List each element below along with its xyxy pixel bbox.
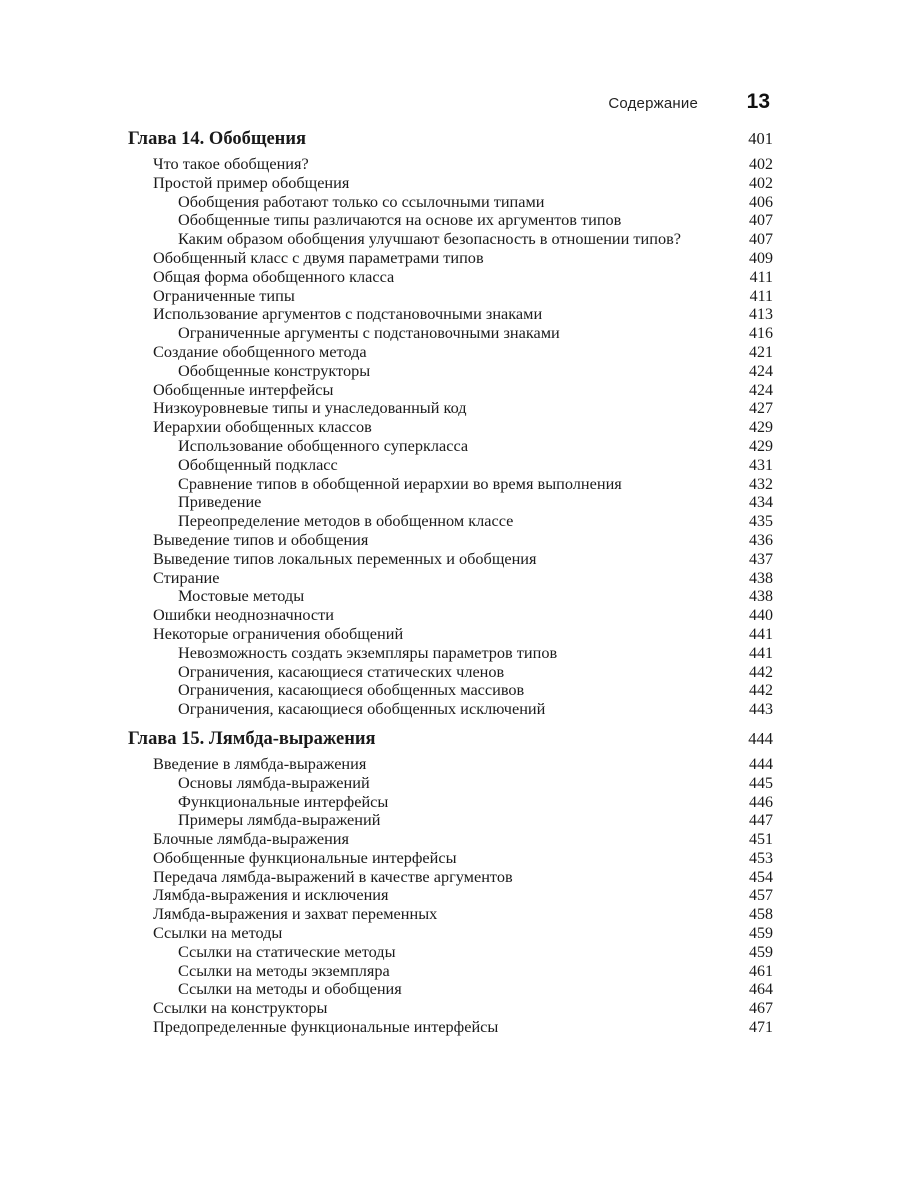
toc-entry[interactable] <box>128 999 773 1018</box>
entry-title: Ограничения, касающиеся обобщенных исключений <box>178 699 546 719</box>
toc-subentry[interactable] <box>128 811 773 830</box>
entry-title: Ограниченные типы <box>153 285 295 305</box>
entry-page-number: 407 <box>749 231 773 249</box>
chapter-page-number: 444 <box>748 728 773 748</box>
entry-page-number: 407 <box>749 212 773 230</box>
entry-page-number: 424 <box>749 381 773 399</box>
entry-title: Предопределенные функциональные интерфейсы <box>153 1017 499 1037</box>
entry-page-number: 467 <box>749 1000 773 1018</box>
entry-page-number: 443 <box>749 701 773 719</box>
entry-title: Простой пример обобщения <box>153 172 350 192</box>
entry-page-number: 442 <box>749 682 773 700</box>
toc-entry[interactable] <box>128 1018 773 1037</box>
entry-page-number: 421 <box>749 343 773 361</box>
entry-page-number: 441 <box>749 644 773 662</box>
toc-subentry[interactable] <box>128 456 773 475</box>
entry-page-number: 461 <box>749 962 773 980</box>
entry-title: Приведение <box>178 492 262 512</box>
entry-page-number: 445 <box>749 774 773 792</box>
entry-page-number: 402 <box>749 156 773 173</box>
entry-title: Некоторые ограничения обобщений <box>153 623 404 643</box>
entry-page-number: 431 <box>749 456 773 474</box>
chapter-title: Глава 15. Лямбда-выражения <box>128 728 376 749</box>
entry-page-number: 409 <box>749 249 773 267</box>
entry-page-number: 413 <box>749 306 773 324</box>
entry-page-number: 447 <box>749 812 773 830</box>
table-of-contents <box>128 129 773 1037</box>
entry-title: Блочные лямбда-выражения <box>153 829 350 849</box>
entry-page-number: 441 <box>749 625 773 643</box>
entry-page-number: 446 <box>749 793 773 811</box>
chapter-page-number: 401 <box>748 129 773 148</box>
toc-subentry[interactable] <box>128 230 773 249</box>
toc-subentry[interactable] <box>128 193 773 212</box>
entry-page-number: 444 <box>749 755 773 773</box>
entry-page-number: 424 <box>749 362 773 380</box>
toc-entry[interactable] <box>128 868 773 887</box>
entry-title: Низкоуровневые типы и унаследованный код <box>153 398 467 418</box>
entry-title: Передача лямбда-выражений в качестве аргументов <box>153 866 513 886</box>
toc-entry[interactable] <box>128 550 773 569</box>
toc-subentry[interactable] <box>128 587 773 606</box>
toc-subentry[interactable] <box>128 644 773 663</box>
chapter-title: Глава 14. Обобщения <box>128 129 306 149</box>
toc-entry[interactable] <box>128 249 773 268</box>
toc-subentry[interactable] <box>128 980 773 999</box>
entry-title: Обобщенный класс с двумя параметрами типов <box>153 247 484 267</box>
entry-title: Каким образом обобщения улучшают безопасность в отношении типов? <box>178 229 682 249</box>
entry-page-number: 464 <box>749 981 773 999</box>
entry-title: Ошибки неоднозначности <box>153 605 334 625</box>
entry-title: Обобщенные типы различаются на основе их аргументов типов <box>178 210 622 230</box>
entry-title: Основы лямбда-выражений <box>178 772 370 792</box>
entry-page-number: 411 <box>749 287 773 305</box>
entry-page-number: 432 <box>749 475 773 493</box>
entry-page-number: 437 <box>749 550 773 568</box>
toc-entry[interactable] <box>128 381 773 400</box>
entry-title: Ссылки на конструкторы <box>153 998 328 1018</box>
toc-subentry[interactable] <box>128 793 773 812</box>
entry-page-number: 440 <box>749 607 773 625</box>
entry-title: Ссылки на методы и обобщения <box>178 979 402 999</box>
toc-subentry[interactable] <box>128 681 773 700</box>
toc-subentry[interactable] <box>128 211 773 230</box>
entry-title: Иерархии обобщенных классов <box>153 417 372 437</box>
entry-page-number: 402 <box>749 174 773 192</box>
toc-entry[interactable] <box>128 531 773 550</box>
entry-page-number: 436 <box>749 531 773 549</box>
entry-page-number: 438 <box>749 588 773 606</box>
entry-title: Использование аргументов с подстановочными знаками <box>153 304 543 324</box>
toc-subentry[interactable] <box>128 663 773 682</box>
entry-page-number: 429 <box>749 437 773 455</box>
entry-title: Невозможность создать экземпляры параметров типов <box>178 642 558 662</box>
entry-title: Обобщенные интерфейсы <box>153 379 334 399</box>
entry-page-number: 454 <box>749 868 773 886</box>
toc-entry[interactable] <box>128 905 773 924</box>
entry-page-number: 435 <box>749 513 773 531</box>
page-number: 13 <box>746 90 770 113</box>
toc-subentry[interactable] <box>128 362 773 381</box>
toc-entry[interactable] <box>128 399 773 418</box>
toc-entry[interactable] <box>128 174 773 193</box>
entry-title: Сравнение типов в обобщенной иерархии во время выполнения <box>178 473 622 493</box>
entry-page-number: 451 <box>749 831 773 849</box>
entry-page-number: 453 <box>749 849 773 867</box>
entry-title: Переопределение методов в обобщенном классе <box>178 511 514 531</box>
toc-entry[interactable] <box>128 268 773 287</box>
entry-page-number: 406 <box>749 193 773 211</box>
entry-title: Обобщенный подкласс <box>178 454 338 474</box>
entry-title: Ссылки на методы экземпляра <box>178 960 390 980</box>
entry-title: Обобщенные функциональные интерфейсы <box>153 847 457 867</box>
entry-title: Лямбда-выражения и захват переменных <box>153 904 438 924</box>
toc-entry[interactable] <box>128 155 773 174</box>
toc-entry[interactable] <box>128 287 773 306</box>
toc-entry[interactable] <box>128 305 773 324</box>
toc-entry[interactable] <box>128 606 773 625</box>
entry-title: Ограничения, касающиеся статических членов <box>178 661 505 681</box>
toc-entry[interactable] <box>128 755 773 774</box>
chapter-heading[interactable] <box>128 129 773 155</box>
entry-title: Использование обобщенного суперкласса <box>178 435 469 455</box>
entry-page-number: 416 <box>749 325 773 343</box>
toc-subentry[interactable] <box>128 324 773 343</box>
toc-subentry[interactable] <box>128 493 773 512</box>
toc-entry[interactable] <box>128 418 773 437</box>
entry-title: Выведение типов и обобщения <box>153 529 369 549</box>
toc-subentry[interactable] <box>128 700 773 719</box>
toc-subentry[interactable] <box>128 475 773 494</box>
toc-subentry[interactable] <box>128 962 773 981</box>
entry-page-number: 459 <box>749 943 773 961</box>
toc-subentry[interactable] <box>128 943 773 962</box>
entry-title: Лямбда-выражения и исключения <box>153 885 389 905</box>
toc-subentry[interactable] <box>128 437 773 456</box>
entry-title: Ограничения, касающиеся обобщенных массивов <box>178 680 525 700</box>
toc-entry[interactable] <box>128 830 773 849</box>
toc-entry[interactable] <box>128 569 773 588</box>
entry-title: Выведение типов локальных переменных и обобщения <box>153 548 537 568</box>
entry-title: Стирание <box>153 567 220 587</box>
toc-entry[interactable] <box>128 849 773 868</box>
entry-title: Ссылки на статические методы <box>178 941 396 961</box>
entry-title: Что такое обобщения? <box>153 154 309 173</box>
entry-title: Создание обобщенного метода <box>153 341 367 361</box>
toc-entry[interactable] <box>128 924 773 943</box>
entry-page-number: 459 <box>749 925 773 943</box>
entry-page-number: 442 <box>749 663 773 681</box>
entry-title: Ограниченные аргументы с подстановочными знаками <box>178 323 560 343</box>
entry-title: Ссылки на методы <box>153 923 283 943</box>
entry-title: Обобщенные конструкторы <box>178 360 371 380</box>
entry-title: Мостовые методы <box>178 586 305 606</box>
running-head-title: Содержание <box>608 95 698 112</box>
toc-entry[interactable] <box>128 886 773 905</box>
entry-page-number: 411 <box>749 268 773 286</box>
entry-page-number: 429 <box>749 419 773 437</box>
entry-page-number: 458 <box>749 906 773 924</box>
entry-title: Примеры лямбда-выражений <box>178 810 381 830</box>
entry-title: Обобщения работают только со ссылочными типами <box>178 191 545 211</box>
entry-page-number: 434 <box>749 494 773 512</box>
chapter-heading[interactable] <box>128 729 773 755</box>
entry-page-number: 471 <box>749 1019 773 1037</box>
entry-page-number: 438 <box>749 569 773 587</box>
toc-subentry[interactable] <box>128 774 773 793</box>
entry-title: Введение в лямбда-выражения <box>153 753 367 773</box>
entry-page-number: 427 <box>749 400 773 418</box>
toc-subentry[interactable] <box>128 512 773 531</box>
toc-entry[interactable] <box>128 343 773 362</box>
running-head <box>130 90 770 117</box>
entry-page-number: 457 <box>749 887 773 905</box>
entry-title: Общая форма обобщенного класса <box>153 266 395 286</box>
chapter-gap <box>128 719 773 729</box>
entry-title: Функциональные интерфейсы <box>178 791 389 811</box>
toc-entry[interactable] <box>128 625 773 644</box>
